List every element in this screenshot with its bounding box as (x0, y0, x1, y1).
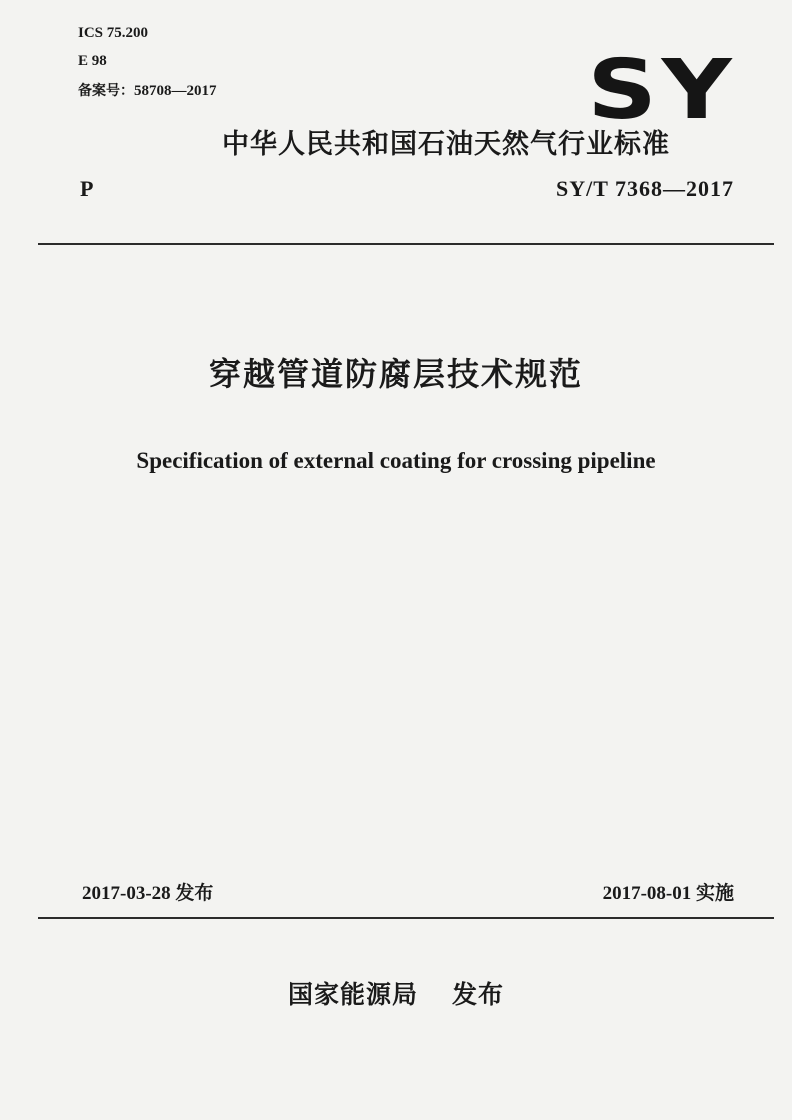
sy-logo: SY (586, 43, 736, 138)
issue-date-value: 2017-03-28 (82, 883, 171, 904)
issue-date-word: 发布 (175, 882, 214, 904)
publisher-name: 国家能源局 (287, 980, 418, 1009)
implementation-date-value: 2017-08-01 (602, 883, 692, 904)
ics-code: ICS 75.200 (78, 25, 149, 41)
record-number (78, 82, 217, 100)
implementation-date-word: 实施 (695, 882, 734, 904)
publisher-line (0, 978, 792, 1012)
standard-number: SY/T 7368—2017 (555, 176, 734, 201)
implementation-date (603, 880, 734, 907)
publish-word: 发布 (452, 980, 505, 1009)
record-label: 备案号： (78, 83, 134, 99)
document-title-english: Specification of external coating for crossing pipeline (136, 448, 656, 473)
document-title-chinese: 穿越管道防腐层技术规范 (208, 355, 583, 393)
bottom-divider (38, 917, 774, 919)
classification-code: E 98 (78, 53, 107, 69)
industry-standard-title: 中华人民共和国石油天然气行业标准 (222, 129, 670, 160)
issue-date (82, 880, 213, 907)
record-value: 58708—2017 (134, 83, 217, 99)
category-letter: P (80, 176, 94, 201)
top-divider (38, 243, 774, 245)
